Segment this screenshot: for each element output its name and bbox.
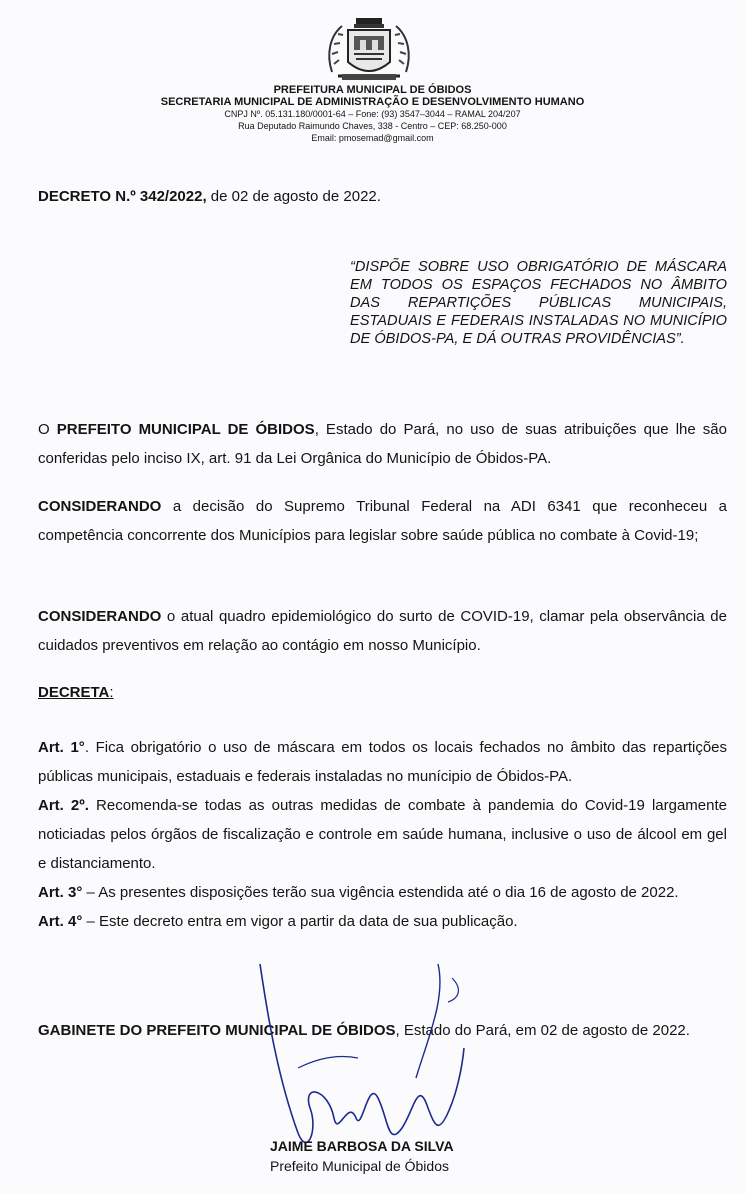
article-2: [38, 791, 727, 878]
letterhead-address: Rua Deputado Raimundo Chaves, 338 - Centro – CEP: 68.250-000: [238, 121, 507, 131]
preamble-prefix: O: [38, 421, 57, 438]
article-4: [38, 907, 727, 936]
considering-paragraph-2: [38, 602, 727, 660]
article-text: . Fica obrigatório o uso de máscara em todos os locais fechados no âmbito das repartições públicas municipais, estaduais e federais instaladas no munícipio de Óbidos-PA.: [38, 739, 727, 785]
letterhead-cnpj: CNPJ Nº. 05.131.180/0001-64 – Fone: (93) 3547–3044 – RAMAL 204/207: [224, 109, 521, 119]
municipal-coat-of-arms-icon: [324, 14, 414, 86]
letterhead: [0, 84, 745, 144]
letterhead-org: PREFEITURA MUNICIPAL DE ÓBIDOS: [273, 84, 472, 96]
decreta-heading: [38, 684, 114, 701]
preamble-text: , Estado do Pará, no uso de suas atribuições que lhe são conferidas pelo inciso IX, art. 91 da Lei Orgânica do Município de Óbidos-PA.: [38, 421, 727, 467]
article-text: Recomenda-se todas as outras medidas de combate à pandemia do Covid-19 largamente noticiadas pelos órgãos de fiscalização e controle em saúde humana, inclusive o uso de álcool em gel e distanciamento.: [38, 797, 727, 872]
article-label: Art. 4°: [38, 913, 83, 930]
closing-office: GABINETE DO PREFEITO MUNICIPAL DE ÓBIDOS: [38, 1022, 396, 1039]
decree-summary: “DISPÕE SOBRE USO OBRIGATÓRIO DE MÁSCARA EM TODOS OS ESPAÇOS FECHADOS NO ÂMBITO DAS REPARTIÇÕES PÚBLICAS MUNICIPAIS, ESTADUAIS E FEDERAIS INSTALADAS NO MUNICÍPIO DE ÓBIDOS-PA, E DÁ OUTRAS PROVIDÊNCIAS”.: [350, 259, 727, 347]
article-text: – As presentes disposições terão sua vigência estendida até o dia 16 de agosto de 2022.: [82, 884, 679, 901]
closing-text: , Estado do Pará, em 02 de agosto de 2022.: [395, 1022, 690, 1039]
article-label: Art. 1°: [38, 739, 85, 756]
considering-label: CONSIDERANDO: [38, 498, 162, 515]
decree-number: DECRETO N.º 342/2022,: [38, 188, 207, 205]
preamble-authority: PREFEITO MUNICIPAL DE ÓBIDOS: [56, 421, 315, 438]
article-text: – Este decreto entra em vigor a partir da data de sua publicação.: [82, 913, 518, 930]
letterhead-email: Email: pmosemad@gmail.com: [311, 133, 434, 143]
considering-text: o atual quadro epidemiológico do surto de COVID-19, clamar pela observância de cuidados preventivos em relação ao contágio em nosso Município.: [38, 608, 727, 654]
letterhead-secretariat: SECRETARIA MUNICIPAL DE ADMINISTRAÇÃO E DESENVOLVIMENTO HUMANO: [160, 96, 585, 108]
considering-paragraph-1: [38, 492, 727, 550]
decreta-colon: :: [109, 684, 114, 701]
article-label: Art. 2º.: [38, 797, 89, 814]
decree-heading: [38, 188, 381, 205]
decreta-label: DECRETA: [38, 684, 110, 701]
decree-date: de 02 de agosto de 2022.: [206, 188, 381, 205]
article-label: Art. 3°: [38, 884, 83, 901]
signatory-name: JAIME BARBOSA DA SILVA: [270, 1138, 454, 1154]
article-1: [38, 733, 727, 791]
considering-label: CONSIDERANDO: [38, 608, 162, 625]
articles-list: [38, 733, 727, 936]
considering-text: a decisão do Supremo Tribunal Federal na ADI 6341 que reconheceu a competência concorrente dos Municípios para legislar sobre saúde pública no combate à Covid-19;: [38, 498, 727, 544]
article-3: [38, 878, 727, 907]
preamble-paragraph: [38, 415, 727, 473]
signatory-role: Prefeito Municipal de Óbidos: [270, 1158, 449, 1174]
